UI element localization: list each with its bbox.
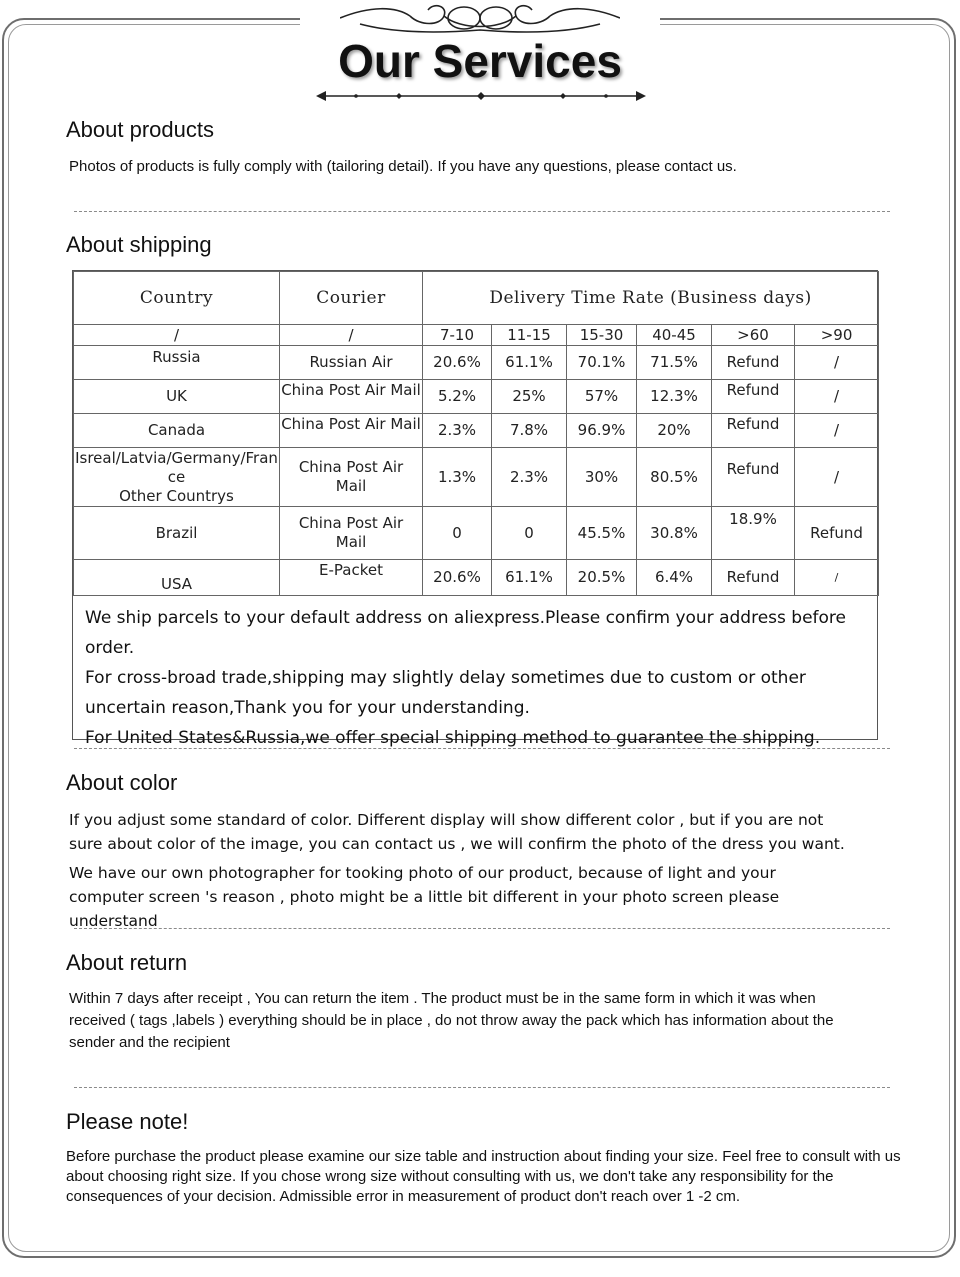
table-row [74, 414, 879, 448]
ornament-top-icon [340, 0, 620, 36]
rate-cell: / [795, 380, 879, 414]
rate-cell: 20% [637, 414, 712, 448]
rate-cell: Refund [712, 414, 795, 448]
table-row [74, 507, 879, 560]
rate-cell: 71.5% [637, 346, 712, 380]
courier-cell: China Post Air Mail [280, 507, 423, 560]
country-cell: Brazil [74, 507, 280, 560]
rate-cell: 45.5% [567, 507, 637, 560]
rate-cell: 0 [423, 507, 492, 560]
table-row [74, 346, 879, 380]
page-title: Our Services [338, 35, 622, 87]
range-header: 40-45 [637, 325, 712, 346]
country-cell: UK [74, 380, 280, 414]
rate-cell: / [795, 560, 879, 596]
shipping-heading: About shipping [66, 232, 212, 257]
rate-cell: Refund [712, 380, 795, 414]
table-row [74, 560, 879, 596]
rate-cell: / [795, 448, 879, 507]
rate-cell: 20.6% [423, 560, 492, 596]
products-text: Photos of products is fully comply with (tailoring detail). If you have any questions, please contact us. [69, 158, 737, 175]
rate-cell: 96.9% [567, 414, 637, 448]
rate-cell: Refund [712, 346, 795, 380]
range-header: >90 [795, 325, 879, 346]
rate-cell: 7.8% [492, 414, 567, 448]
color-text-1: If you adjust some standard of color. Different display will show different color , but if you are not sure about color of the image, you can contact us , we will confirm the photo of the dress you want. [69, 811, 845, 853]
divider [74, 928, 890, 929]
rate-cell: 61.1% [492, 346, 567, 380]
rate-cell: 70.1% [567, 346, 637, 380]
rate-cell: 20.6% [423, 346, 492, 380]
shipping-notes [85, 603, 875, 753]
rate-cell: 5.2% [423, 380, 492, 414]
products-heading: About products [66, 117, 214, 142]
rate-cell: 57% [567, 380, 637, 414]
divider [74, 1087, 890, 1088]
rate-cell: 30.8% [637, 507, 712, 560]
courier-cell: China Post Air Mail [280, 414, 423, 448]
rate-cell: 20.5% [567, 560, 637, 596]
rate-cell: Refund [712, 448, 795, 507]
courier-cell: Russian Air [280, 346, 423, 380]
courier-cell: E-Packet [280, 560, 423, 596]
divider [74, 211, 890, 212]
shipping-note: For United States&Russia,we offer special shipping method to guarantee the shipping. [85, 728, 821, 748]
ornament-bottom-icon [316, 88, 646, 104]
rate-cell: / [795, 414, 879, 448]
col-header-country: Country [74, 272, 280, 325]
shipping-table-box [72, 270, 878, 748]
return-text: Within 7 days after receipt , You can return the item . The product must be in the same form in which it was when received ( tags ,labels ) everything should be in place , do not throw away the pack which has information about the sender and the recipient [69, 990, 834, 1051]
rate-cell: 61.1% [492, 560, 567, 596]
rate-cell: Refund [795, 507, 879, 560]
rate-cell: 0 [492, 507, 567, 560]
rate-cell: 25% [492, 380, 567, 414]
country-cell: Canada [74, 414, 280, 448]
rate-cell: 12.3% [637, 380, 712, 414]
rate-cell: / [795, 346, 879, 380]
range-header: 11-15 [492, 325, 567, 346]
note-text: Before purchase the product please examine our size table and instruction about finding your size. Feel free to consult with us about choosing right size. If you chose wrong size without consulting with us, we don't take any responsibility for the consequences of your decision. Admissible error in measurement of product don't reach over 1 -2 cm. [66, 1148, 901, 1205]
table-row [74, 448, 879, 507]
country-cell: Isreal/Latvia/Germany/France Other Countrys [75, 449, 278, 505]
rate-cell: 2.3% [492, 448, 567, 507]
rate-cell: 80.5% [637, 448, 712, 507]
return-heading: About return [66, 950, 188, 975]
shipping-table [73, 271, 879, 596]
rate-cell: 2.3% [423, 414, 492, 448]
rate-cell: Refund [712, 560, 795, 596]
rate-cell: 1.3% [423, 448, 492, 507]
note-heading: Please note! [66, 1109, 189, 1134]
table-row [74, 380, 879, 414]
color-heading: About color [66, 770, 178, 795]
col-header-courier: Courier [280, 272, 423, 325]
courier-cell: China Post Air Mail [280, 380, 423, 414]
rate-cell: 18.9% [712, 507, 795, 560]
sub-header-courier: / [280, 325, 423, 346]
divider [74, 748, 890, 749]
country-cell: USA [74, 560, 280, 596]
range-header: 7-10 [423, 325, 492, 346]
shipping-note: We ship parcels to your default address on aliexpress.Please confirm your address before order. [85, 608, 846, 658]
rate-cell: 6.4% [637, 560, 712, 596]
color-text-2: We have our own photographer for tooking photo of our product, because of light and your computer screen 's reason , photo might be a little bit different in your photo screen please understand [69, 864, 780, 930]
range-header: >60 [712, 325, 795, 346]
shipping-note: For cross-broad trade,shipping may slightly delay sometimes due to custom or other uncertain reason,Thank you for your understanding. [85, 668, 806, 718]
col-header-rate: Delivery Time Rate (Business days) [423, 272, 879, 325]
range-header: 15-30 [567, 325, 637, 346]
courier-cell: China Post Air Mail [280, 448, 423, 507]
rate-cell: 30% [567, 448, 637, 507]
sub-header-country: / [74, 325, 280, 346]
title-block [300, 0, 660, 110]
country-cell: Russia [74, 346, 280, 380]
